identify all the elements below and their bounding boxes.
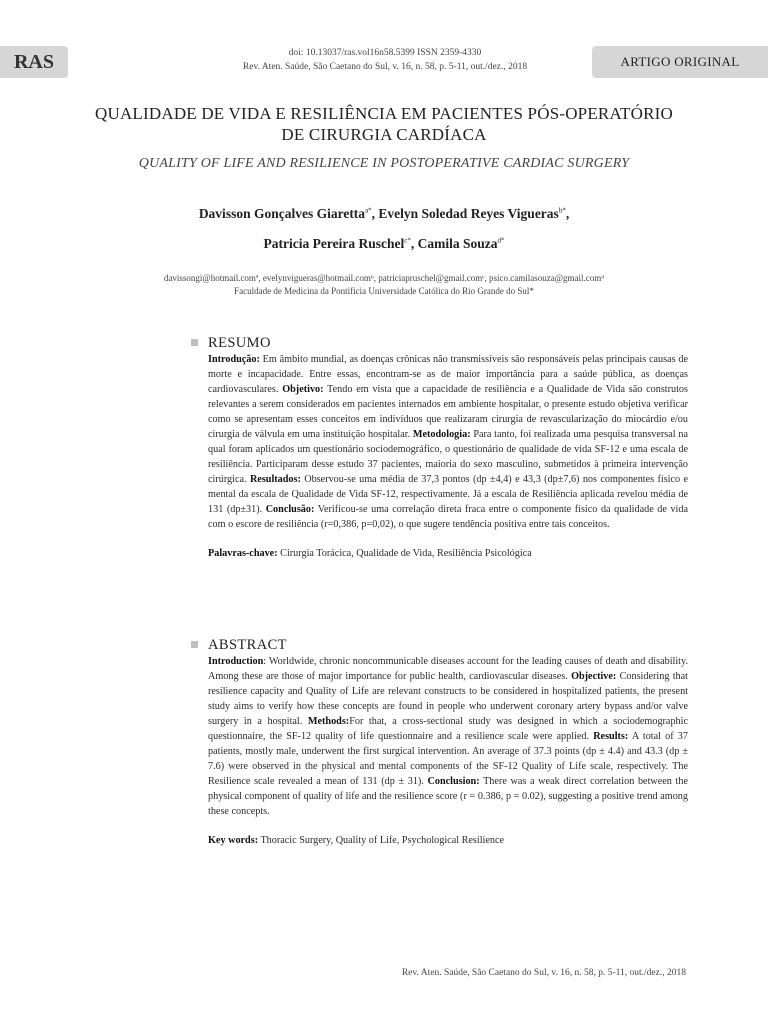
author-name: Davisson Gonçalves Giaretta: [198, 206, 366, 221]
resumo-section: [208, 335, 688, 561]
authors-line-2: Patricia Pereira Ruschel$^{c*}$, Camila Souza$^{d*}$: [263, 236, 505, 251]
author-name: Evelyn Soledad Reyes Vigueras: [378, 206, 559, 221]
authors-line-1: Davisson Gonçalves Giaretta$^{a*}$, Evelyn Soledad Reyes Vigueras$^{b*}$,: [198, 206, 570, 221]
english-title: QUALITY OF LIFE AND RESILIENCE IN POSTOPERATIVE CARDIAC SURGERY: [138, 156, 630, 171]
abstract-keywords: Key words: Thoracic Surgery, Quality of Life, Psychological Resilience: [208, 835, 505, 846]
author-sup: d*: [497, 236, 505, 245]
abstract-heading: [208, 637, 688, 654]
square-bullet-icon: [191, 641, 198, 648]
affiliation-block: [60, 272, 708, 298]
abstract-section: [208, 637, 688, 848]
title-line-2: DE CIRURGIA CARDÍACA: [281, 125, 487, 144]
author-sup: c*: [404, 236, 411, 245]
author-sup: a*: [365, 206, 372, 215]
author-emails[interactable]: davissongi@hotmail.comª, evelynvigueras@hotmail.comᵇ, patriciapruschel@gmail.comᶜ, psico.camilasouza@gmail.comᵈ: [163, 273, 605, 283]
doi-line[interactable]: doi: 10.13037/ras.vol16n58.5399 ISSN 2359-4330: [288, 48, 482, 58]
resumo-keywords: Palavras-chave: Cirurgia Torácica, Qualidade de Vida, Resiliência Psicológica: [208, 548, 532, 559]
resumo-heading: [208, 335, 688, 352]
footer-citation: Rev. Aten. Saúde, São Caetano do Sul, v. 16, n. 58, p. 5-11, out./dez., 2018: [401, 968, 686, 978]
resumo-body: Introdução: Em âmbito mundial, as doenças crônicas não transmissíveis são responsáveis pelas principais causas de morte e incapacidade. Entre essas, encontram-se as de maior importância para a saúde pública, as doenças cardiovasculares. Objetivo: Tendo em vista que a capacidade de resiliência e a Qualidade de Vida são construtos relevantes a serem considerados em pacientes internados em ambiente hospitalar, o presente estudo objetiva verificar como se apresentam esses conceitos em indivíduos que realizaram cirurgia de revascularização do miocárdio e/ou cirurgia de válvula em uma instituição hospitalar. Metodologia: Para tanto, foi realizada uma pesquisa transversal na qual foram aplicados um questionário sociodemográfico, o questionário de qualidade de vida SF-12 e uma escala de resiliência. Participaram desse estudo 37 pacientes, maioria do sexo masculino, submetidos à primeira intervenção cirúrgica. Resultados: Observou-se uma média de 37,3 pontos (dp ±4,4) e 43,3 (dp±7,6) nos componentes físico e mental da escala de Qualidade de Vida SF-12, respectivamente. Já a escala de Resiliência aplicada revelou média de 131 (dp±31). Conclusão: Verificou-se uma correlação direta fraca entre o componente físico da qualidade de vida com o escore de resiliência (r=0,386, p=0,02), o que sugere tendência positiva entre tais conceitos.: [208, 354, 688, 530]
resumo-heading-text: RESUMO: [208, 335, 271, 351]
header-meta: [180, 46, 590, 74]
journal-abbreviation-tab: RAS: [0, 46, 68, 78]
institution: Faculdade de Medicina da Pontifícia Universidade Católica do Rio Grande do Sul*: [234, 286, 534, 296]
author-sup: b*: [558, 206, 566, 215]
author-name: Camila Souza: [417, 236, 498, 251]
abstract-body: Introduction: Worldwide, chronic noncommunicable diseases account for the leading causes of death and disability. Among these are those of major importance for public health, cardiovascular diseases. Objective: Considering that resilience capacity and Quality of Life are relevant constructs to be considered in hospitalized patients, the present study aims to verify how these concepts are found in people who underwent coronary artery bypass and/or valve surgery in a hospital. Methods:For that, a cross-sectional study was designed in which a sociodemographic questionnaire, the SF-12 quality of life questionnaire and a resilience scale were applied. Results: A total of 37 patients, mostly male, underwent the first surgical intervention. An average of 37.3 points (dp ± 4.4) and 43.3 (dp ± 7.6) were observed in the physical and mental components of the SF-12 Quality of Life scale, respectively. The Resilience scale revealed a mean of 131 (dp ± 31). Conclusion: There was a weak direct correlation between the physical component of quality of life and the resilience score (r = 0.386, p = 0.02), suggesting a positive trend among these concepts.: [208, 656, 688, 817]
author-name: Patricia Pereira Ruschel: [263, 236, 405, 251]
article-title: [60, 103, 708, 145]
article-type-tab: ARTIGO ORIGINAL: [592, 46, 768, 78]
title-line-1: QUALIDADE DE VIDA E RESILIÊNCIA EM PACIENTES PÓS-OPERATÓRIO: [94, 104, 673, 123]
header-citation: Rev. Aten. Saúde, São Caetano do Sul, v. 16, n. 58, p. 5-11, out./dez., 2018: [242, 62, 528, 72]
abstract-heading-text: ABSTRACT: [208, 637, 287, 653]
square-bullet-icon: [191, 339, 198, 346]
